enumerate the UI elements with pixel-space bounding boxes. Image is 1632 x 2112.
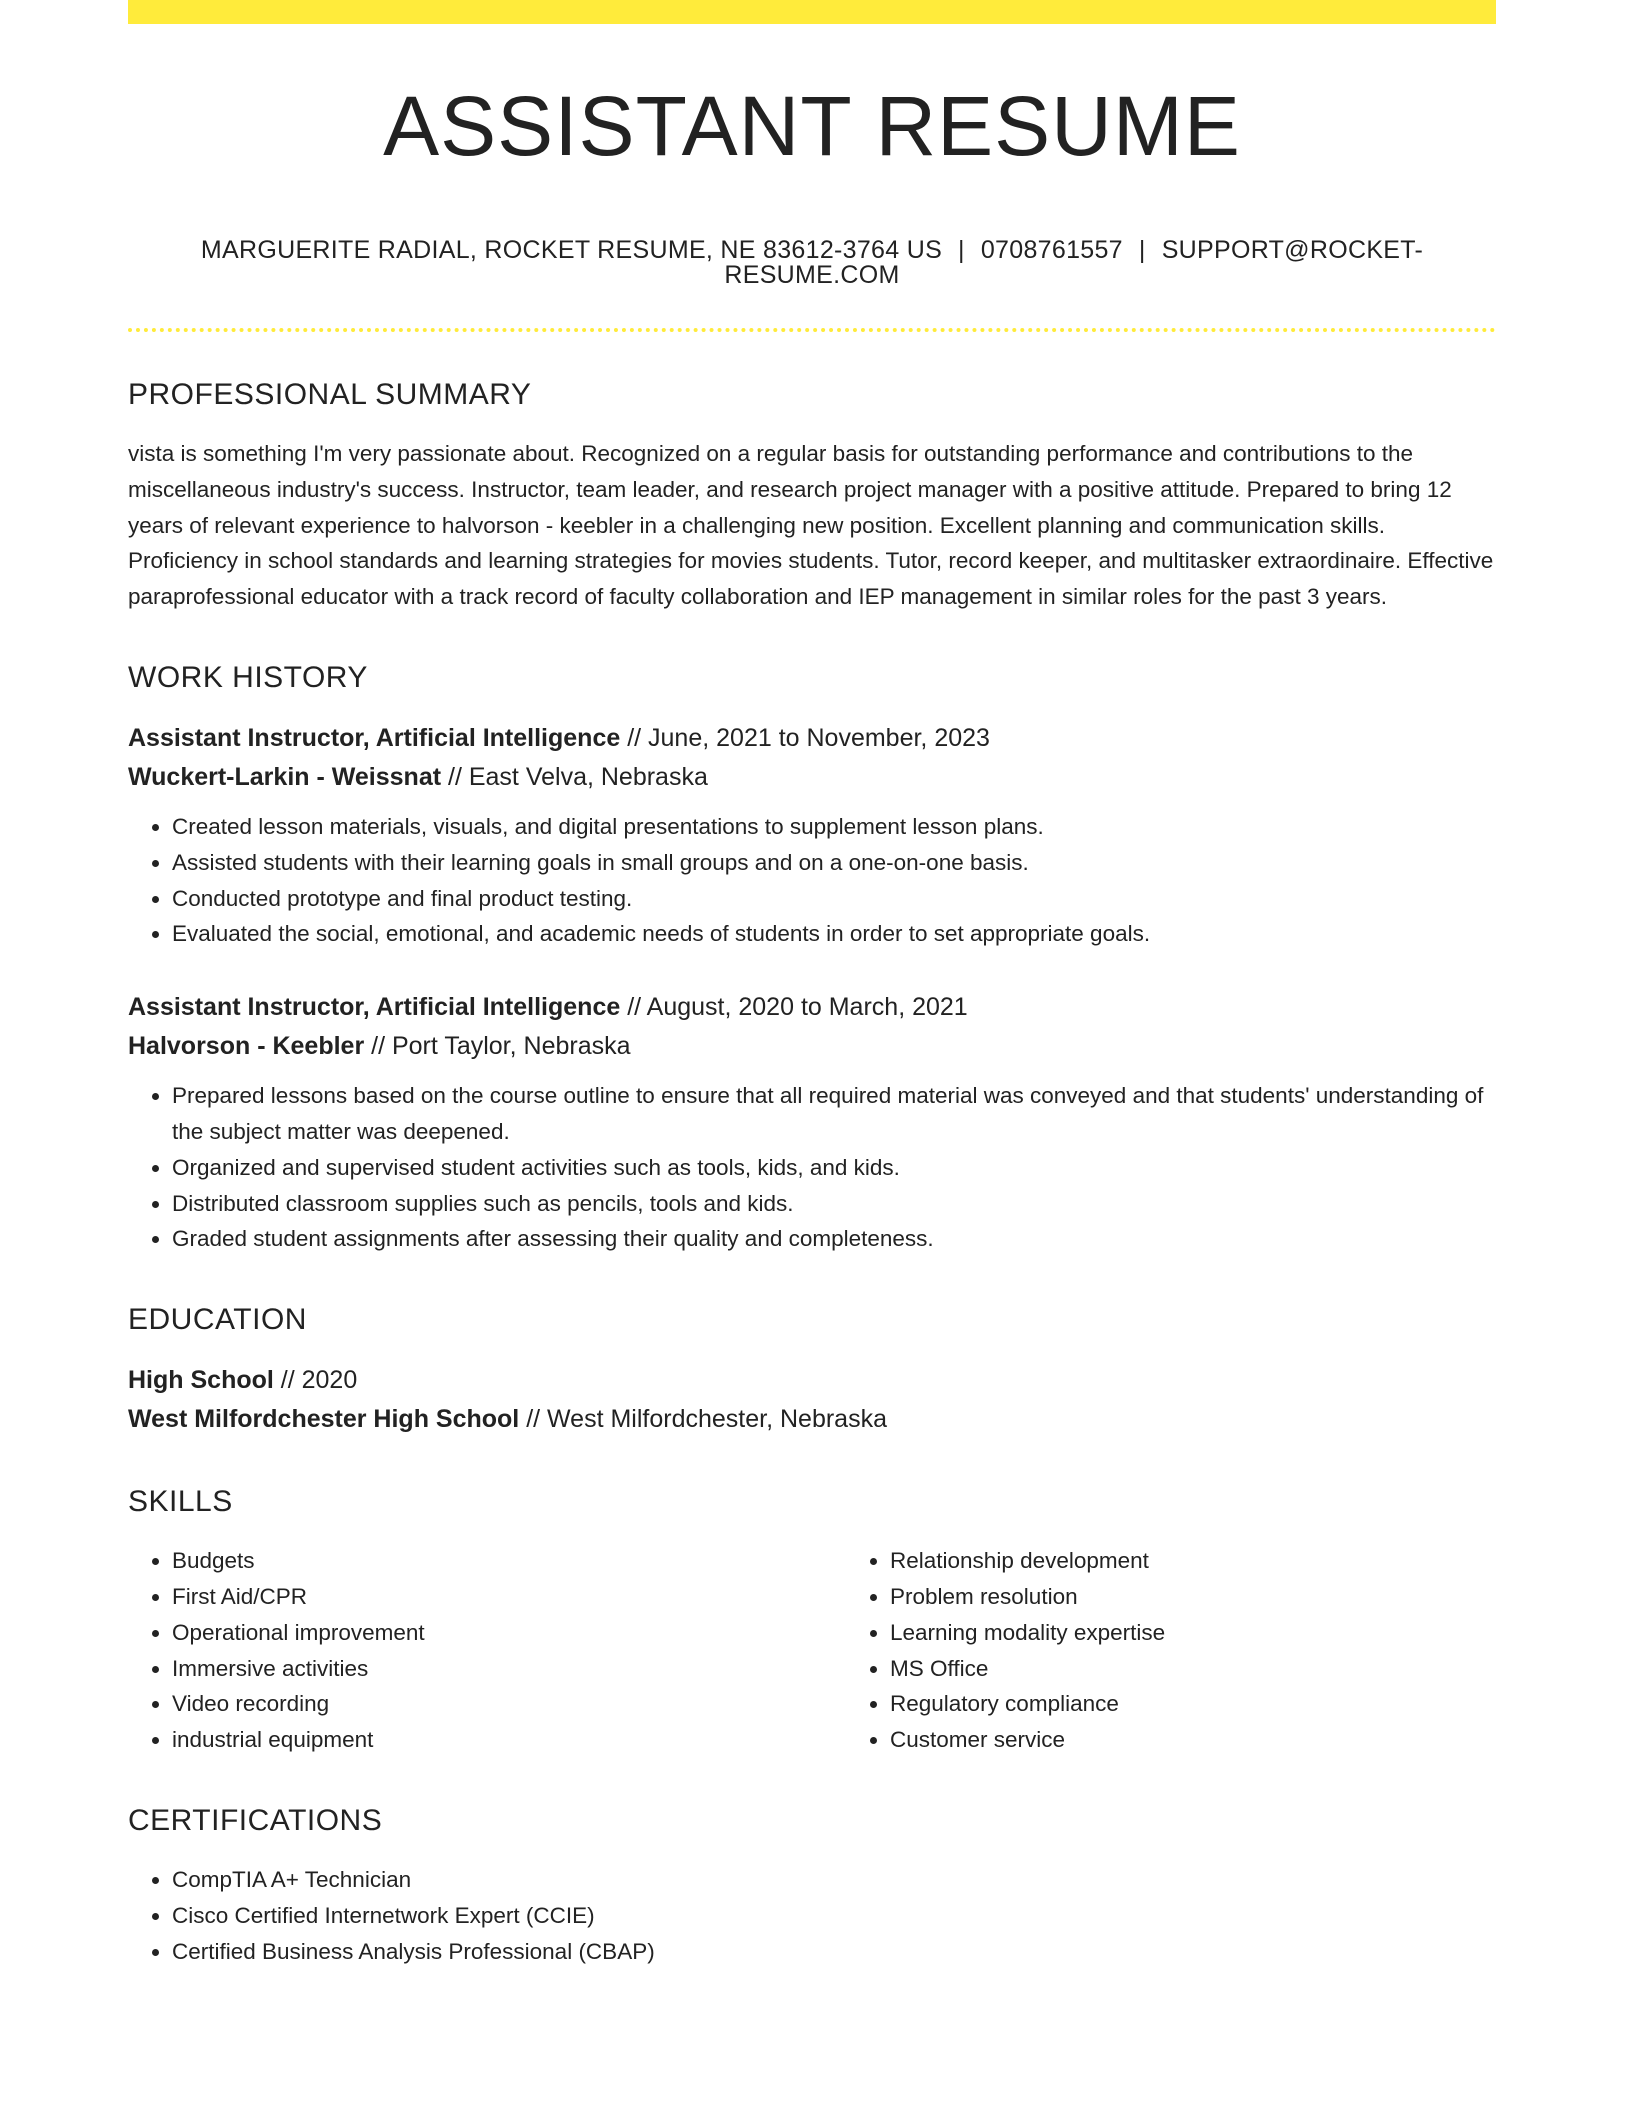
job-title-line (128, 988, 1496, 1027)
job-title: Assistant Instructor, Artificial Intelligence (128, 723, 621, 752)
skills-section (128, 1487, 1496, 1758)
job-title: Assistant Instructor, Artificial Intelligence (128, 993, 621, 1022)
contact-line (128, 238, 1496, 288)
top-accent-bar (128, 0, 1496, 24)
list-item: • Operational improvement (172, 1615, 846, 1651)
skills-list-left (128, 1543, 846, 1758)
education-heading: EDUCATION (128, 1303, 307, 1337)
summary-section (128, 380, 1496, 615)
contact-address: MARGUERITE RADIAL, ROCKET RESUME, NE 83612-3764 US (200, 236, 943, 264)
job-company-line (128, 758, 1496, 797)
list-item: • Regulatory compliance (890, 1686, 1564, 1722)
job-location: // East Velva, Nebraska (441, 762, 708, 791)
list-item: • Relationship development (890, 1543, 1564, 1579)
job-entry (128, 988, 1496, 1257)
job-company-line (128, 1027, 1496, 1066)
job-dates: // August, 2020 to March, 2021 (620, 993, 968, 1022)
list-item: • Immersive activities (172, 1651, 846, 1687)
job-company: Halvorson - Keebler (128, 1032, 365, 1061)
list-item: • Certified Business Analysis Professional (CBAP) (172, 1934, 1496, 1970)
work-history-heading: WORK HISTORY (128, 660, 368, 694)
job-duties-list (128, 1078, 1496, 1257)
skills-heading: SKILLS (128, 1485, 233, 1519)
job-title-line (128, 719, 1496, 758)
list-item: • Budgets (172, 1543, 846, 1579)
job-company: Wuckert-Larkin - Weissnat (128, 762, 442, 791)
list-item: • MS Office (890, 1651, 1564, 1687)
list-item: • Learning modality expertise (890, 1615, 1564, 1651)
skills-list-right (846, 1543, 1564, 1758)
work-history-section (128, 660, 1496, 1257)
list-item: • Cisco Certified Internetwork Expert (CCIE) (172, 1898, 1496, 1934)
resume-page (128, 0, 1496, 1969)
list-item: • industrial equipment (172, 1722, 846, 1758)
job-location: // Port Taylor, Nebraska (364, 1032, 631, 1061)
list-item: • CompTIA A+ Technician (172, 1862, 1496, 1898)
list-item: • Customer service (890, 1722, 1564, 1758)
contact-phone: 0708761557 (980, 236, 1123, 264)
list-item: • First Aid/CPR (172, 1579, 846, 1615)
contact-separator: | (1138, 236, 1146, 264)
job-entry (128, 719, 1496, 952)
list-item: • Created lesson materials, visuals, and digital presentations to supplement lesson plans. (172, 809, 1496, 845)
education-year: // 2020 (273, 1366, 358, 1395)
header-divider (128, 328, 1496, 332)
list-item: • Video recording (172, 1686, 846, 1722)
job-duties-list (128, 809, 1496, 952)
education-school: West Milfordchester High School (128, 1405, 520, 1434)
list-item: • Organized and supervised student activities such as tools, kids, and kids. (172, 1150, 1496, 1186)
list-item: • Graded student assignments after assessing their quality and completeness. (172, 1221, 1496, 1257)
job-dates: // June, 2021 to November, 2023 (620, 723, 990, 752)
education-location: // West Milfordchester, Nebraska (519, 1405, 887, 1434)
contact-separator: | (958, 236, 965, 264)
certifications-section (128, 1803, 1496, 1969)
list-item: • Assisted students with their learning goals in small groups and on a one-on-one basis. (172, 845, 1496, 881)
education-degree: High School (128, 1366, 274, 1395)
summary-text: vista is something I'm very passionate about. Recognized on a regular basis for outstanding performance and contributions to the miscellaneous industry's success. Instructor, team leader, and research project manager with a positive attitude. Prepared to bring 12 years of relevant experience to halvorson - keebler in a challenging new position. Excellent planning and communication skills. Proficiency in school standards and learning strategies for movies students. Tutor, record keeper, and multitasker extraordinaire. Effective paraprofessional educator with a track record of faculty collaboration and IEP management in similar roles for the past 3 years. (128, 441, 1494, 610)
contact-email: SUPPORT@ROCKET-RESUME.COM (724, 236, 1424, 289)
skills-columns (128, 1543, 1496, 1758)
education-degree-line (128, 1361, 1496, 1400)
certifications-list (128, 1862, 1496, 1969)
certifications-heading: CERTIFICATIONS (128, 1803, 383, 1837)
summary-heading: PROFESSIONAL SUMMARY (128, 378, 532, 411)
list-item: • Evaluated the social, emotional, and academic needs of students in order to set appropriate goals. (172, 916, 1496, 952)
list-item: • Prepared lessons based on the course outline to ensure that all required material was conveyed and that students' understanding of the subject matter was deepened. (172, 1078, 1496, 1150)
list-item: • Conducted prototype and final product testing. (172, 881, 1496, 917)
education-school-line (128, 1400, 1496, 1439)
list-item: • Distributed classroom supplies such as pencils, tools and kids. (172, 1186, 1496, 1222)
list-item: • Problem resolution (890, 1579, 1564, 1615)
page-title: ASSISTANT RESUME (383, 79, 1241, 173)
education-section (128, 1305, 1496, 1439)
